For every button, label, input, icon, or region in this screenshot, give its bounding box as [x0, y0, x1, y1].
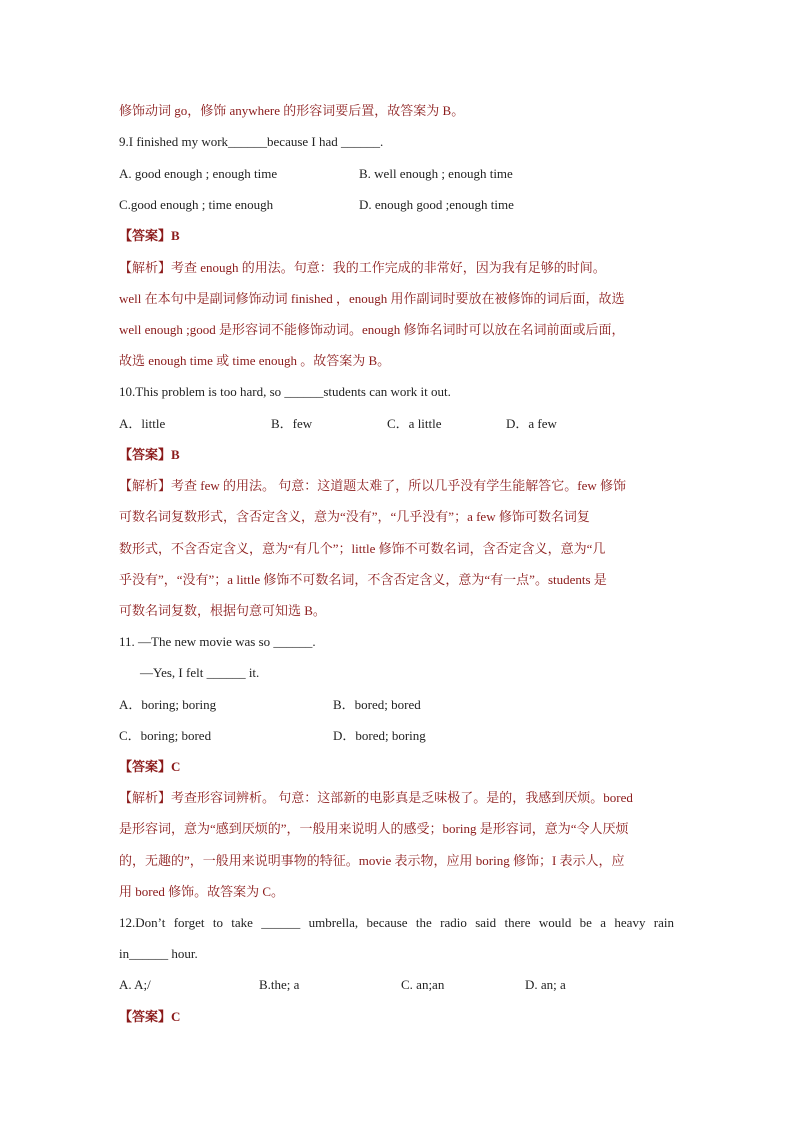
explanation-line: 修饰动词 go，修饰 anywhere 的形容词要后置，故答案为 B。: [119, 103, 465, 118]
analysis-11-line: 用 bored 修饰。故答案为 C。: [119, 884, 285, 899]
analysis-10-line: 可数名词复数形式，含否定含义，意为“没有”，“几乎没有”；a few 修饰可数名词复: [119, 509, 590, 524]
analysis-10-line: 【解析】考查 few 的用法。 句意：这道题太难了，所以几乎没有学生能解答它。few 修饰: [119, 478, 626, 493]
option-11d: D．bored; boring: [333, 728, 426, 743]
option-10b: B．few: [271, 416, 313, 431]
option-9b: B. well enough ; enough time: [359, 166, 513, 181]
analysis-10-line: 可数名词复数，根据句意可知选 B。: [119, 603, 326, 618]
answer-10: 【答案】B: [119, 447, 180, 462]
option-10c: C．a little: [387, 416, 442, 431]
option-10d: D．a few: [506, 416, 557, 431]
analysis-9-line: 故选 enough time 或 time enough 。故答案为 B。: [119, 353, 391, 368]
analysis-10-line: 数形式，不含否定含义，意为“有几个”；little 修饰不可数名词，含否定含义，意为“几: [119, 541, 606, 556]
option-11b: B．bored; bored: [333, 697, 421, 712]
analysis-11-line: 是形容词，意为“感到厌烦的”，一般用来说明人的感受；boring 是形容词，意为“令人厌烦: [119, 821, 629, 836]
option-9c: C.good enough ; time enough: [119, 197, 274, 212]
analysis-9-line: well enough ;good 是形容词不能修饰动词。enough 修饰名词时可以放在名词前面或后面，: [119, 322, 625, 337]
answer-12: 【答案】C: [119, 1009, 181, 1024]
question-12-cont: in______ hour.: [119, 946, 198, 961]
answer-9: 【答案】B: [119, 228, 180, 243]
option-12b: B.the; a: [259, 977, 300, 992]
question-9: 9.I finished my work______because I had ______.: [119, 134, 384, 149]
question-11: 11. —The new movie was so ______.: [119, 634, 316, 649]
answer-11: 【答案】C: [119, 759, 181, 774]
option-12a: A. A;/: [119, 977, 151, 992]
option-10a: A．little: [119, 416, 166, 431]
option-11a: A．boring; boring: [119, 697, 217, 712]
analysis-10-line: 乎没有”，“没有”；a little 修饰不可数名词，不含否定含义，意为“有一点”。students 是: [119, 572, 607, 587]
option-12d: D. an; a: [525, 977, 566, 992]
analysis-9-line: 【解析】考查 enough 的用法。句意：我的工作完成的非常好，因为我有足够的时间。: [119, 260, 606, 275]
analysis-9-line: well 在本句中是副词修饰动词 finished ，enough 用作副词时要放在被修饰的词后面，故选: [119, 291, 625, 306]
option-9a: A. good enough ; enough time: [119, 166, 278, 181]
option-11c: C．boring; bored: [119, 728, 212, 743]
question-10: 10.This problem is too hard, so ______students can work it out.: [119, 384, 451, 399]
analysis-11-line: 【解析】考查形容词辨析。 句意：这部新的电影真是乏味极了。是的，我感到厌烦。bored: [119, 790, 633, 805]
question-11-reply: —Yes, I felt ______ it.: [140, 665, 260, 680]
option-12c: C. an;an: [401, 977, 445, 992]
option-9d: D. enough good ;enough time: [359, 197, 514, 212]
question-12: 12.Don’t forget to take ______ umbrella, because the radio said there would be a heavy rain: [119, 915, 674, 930]
analysis-11-line: 的，无趣的”，一般用来说明事物的特征。movie 表示物，应用 boring 修饰；I 表示人，应: [119, 853, 625, 868]
